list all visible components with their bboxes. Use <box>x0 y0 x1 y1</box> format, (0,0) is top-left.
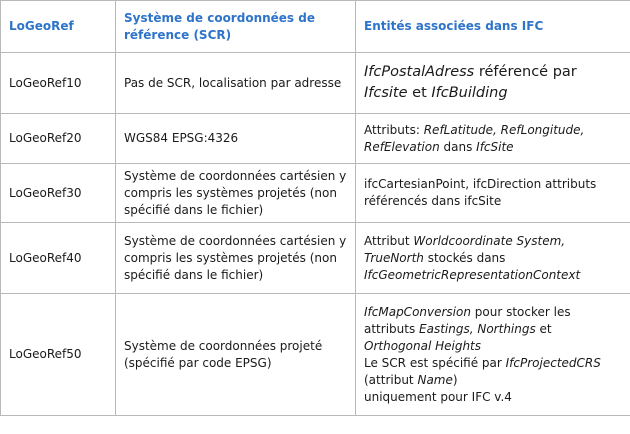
ifc-cell <box>356 294 630 416</box>
ifc-text: pour stocker les attributs <box>364 304 571 336</box>
ifc-entity: Name <box>417 372 453 387</box>
header-ifc-entities: Entités associées dans IFC <box>356 1 630 53</box>
ifc-entity: IfcMapConversion <box>364 304 471 319</box>
ifc-entity: IfcSite <box>476 139 514 154</box>
level-cell: LoGeoRef40 <box>1 223 116 294</box>
level-cell: LoGeoRef50 <box>1 294 116 416</box>
ifc-text: Attributs: <box>364 122 424 137</box>
ifc-entity: IfcPostalAdress <box>364 64 475 80</box>
table-header-row <box>1 1 630 53</box>
table-row <box>1 294 630 416</box>
ifc-entity: Ifcsite <box>364 85 408 101</box>
ifc-text: et <box>407 85 432 101</box>
ifc-entity: Eastings, Northings <box>419 321 536 336</box>
ifc-entity: IfcProjectedCRS <box>505 355 601 370</box>
ifc-text: Le SCR est spécifié par <box>364 355 506 370</box>
ifc-entity: IfcBuilding <box>431 85 508 101</box>
ifc-entity: Worldcoordinate System, TrueNorth <box>364 233 566 265</box>
table-row <box>1 164 630 223</box>
table-row <box>1 223 630 294</box>
ifc-cell <box>356 114 630 164</box>
level-cell: LoGeoRef10 <box>1 53 116 114</box>
ifc-entity: IfcGeometricRepresentationContext <box>364 267 581 282</box>
header-crs: Système de coordonnées de référence (SCR) <box>116 1 356 53</box>
ifc-cell <box>356 53 630 114</box>
ifc-text: et <box>535 321 552 336</box>
ifc-cell: ifcCartesianPoint, ifcDirection attributs référencés dans ifcSite <box>356 164 630 223</box>
ifc-text: référencé par <box>474 64 577 80</box>
crs-cell: Système de coordonnées projeté (spécifié par code EPSG) <box>116 294 356 416</box>
ifc-text: uniquement pour IFC v.4 <box>364 389 512 404</box>
crs-cell: WGS84 EPSG:4326 <box>116 114 356 164</box>
ifc-entity: RefLatitude, RefLongitude, RefElevation <box>364 122 585 154</box>
table-row <box>1 53 630 114</box>
ifc-text: ) <box>452 372 458 387</box>
crs-cell: Système de coordonnées cartésien y compris les systèmes projetés (non spécifié dans le fichier) <box>116 223 356 294</box>
ifc-text: stockés dans <box>423 250 506 265</box>
ifc-cell <box>356 223 630 294</box>
level-cell: LoGeoRef20 <box>1 114 116 164</box>
level-cell: LoGeoRef30 <box>1 164 116 223</box>
table-row <box>1 114 630 164</box>
header-logeoref: LoGeoRef <box>1 1 116 53</box>
ifc-text: Attribut <box>364 233 414 248</box>
ifc-entity: Orthogonal Heights <box>364 338 482 353</box>
ifc-text: dans <box>439 139 477 154</box>
ifc-text: (attribut <box>364 372 418 387</box>
crs-cell: Pas de SCR, localisation par adresse <box>116 53 356 114</box>
crs-cell: Système de coordonnées cartésien y compris les systèmes projetés (non spécifié dans le fichier) <box>116 164 356 223</box>
